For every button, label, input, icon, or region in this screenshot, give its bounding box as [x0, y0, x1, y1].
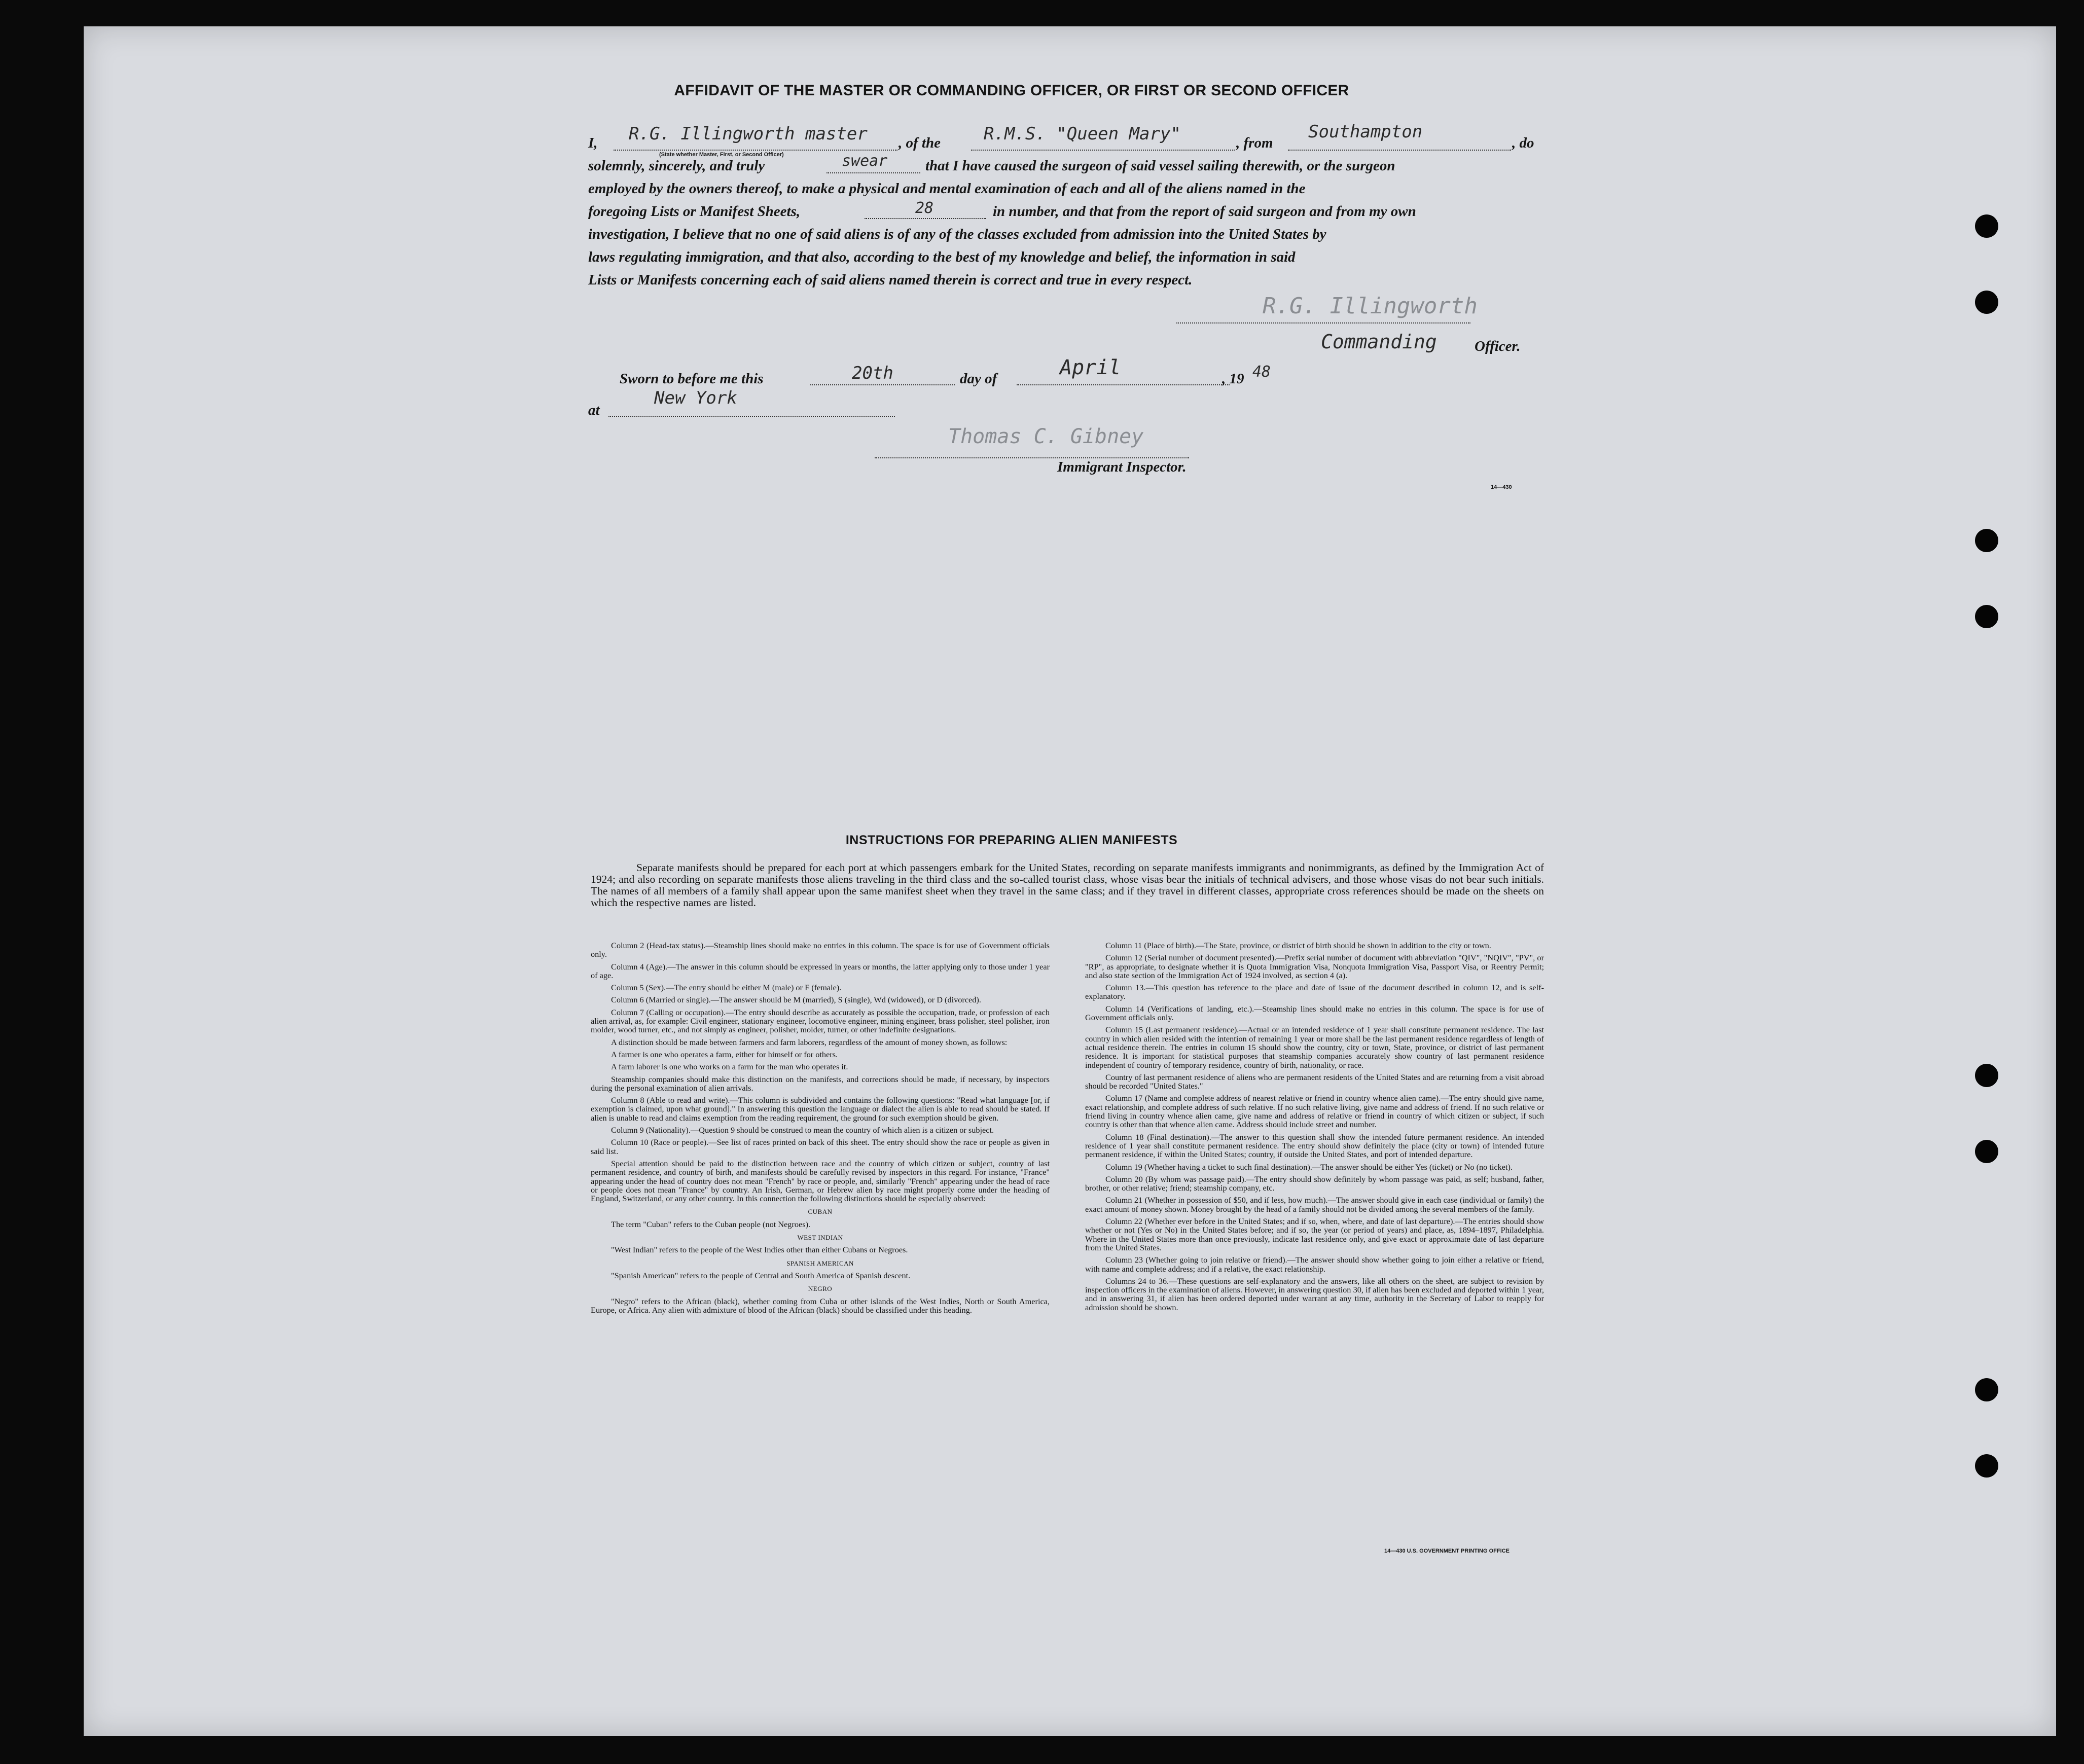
column-21-instruction: Column 21 (Whether in possession of $50, and if less, how much).—The answer should give in each case (individual or family) the exact amount of money shown. Money brought by the head of a family should not be divided among the several members of the family.	[1085, 1195, 1544, 1214]
binder-hole	[1975, 1140, 1998, 1163]
affidavit-from: , from	[1236, 135, 1273, 151]
officer-signature: R.G. Illingworth	[1263, 293, 1478, 319]
signature-line	[875, 457, 1189, 458]
signature-line	[1176, 322, 1470, 323]
columns-24-36-instruction: Columns 24 to 36.—These questions are self-explanatory and the answers, like all others on the sheet, are subject to revision by inspection officers in the examination of aliens. However, in answering question 30, if alien has been excluded and deported within 1 year, and in answering 31, if alien has been ordered deported under warrant at any time, authority in the Secretary of Labor to reapply for admission should be shown.	[1085, 1276, 1544, 1312]
inspector-label: Immigrant Inspector.	[1057, 459, 1187, 475]
column-10-special: Special attention should be paid to the distinction between race and the country of which citizen or subject, country of last permanent residence, and country of birth, and manifests should be carefully revised by inspectors in this regard. For instance, "France" appearing under the head of country does not mean "French" by race or people, and, similarly "French" appearing under the head of race or people does not mean "France" by country. An Irish, German, or Hebrew alien by race might properly come under the heading of England, Switzerland, or any other country. In this connection the following distinctions should be especially observed:	[591, 1158, 1050, 1204]
affidavit-line4-pre: foregoing Lists or Manifest Sheets,	[588, 203, 801, 220]
sworn-day: 20th	[852, 363, 893, 383]
sworn-year: 48	[1252, 363, 1271, 381]
negro-definition: "Negro" refers to the African (black), whether coming from Cuba or other islands of the West Indies, North or South America, Europe, or Africa. Any alien with admixture of blood of the African (black) should be classified under this heading.	[591, 1296, 1050, 1315]
column-2-instruction: Column 2 (Head-tax status).—Steamship lines should make no entries in this column. The space is for use of Government officials only.	[591, 941, 1050, 959]
officer-name: R.G. Illingworth master	[629, 124, 868, 144]
column-13-instruction: Column 13.—This question has reference to the place and date of issue of the document described in column 12, and is self-explanatory.	[1085, 983, 1544, 1001]
fill-line	[608, 416, 895, 417]
departure-port: Southampton	[1308, 122, 1423, 142]
west-indian-definition: "West Indian" refers to the people of the West Indies other than either Cubans or Negroes.	[611, 1245, 908, 1255]
fill-line	[827, 172, 920, 173]
fill-line	[1017, 384, 1230, 385]
column-5-instruction: Column 5 (Sex).—The entry should be either M (male) or F (female).	[611, 983, 842, 993]
farm-laborer-definition: A farm laborer is one who works on a farm for the man who operates it.	[611, 1062, 848, 1072]
column-17-instruction: Column 17 (Name and complete address of nearest relative or friend in country whence alien came).—The entry should give name, exact relationship, and complete address of such relative. If no such relative living, give name and address of friend. If no such relative or friend living in country whence alien came, give name and address of relative or friend in country of which citizen or subject, if such country is other than that whence alien came. Address should include street and number.	[1085, 1093, 1544, 1130]
sworn-at: at	[588, 402, 600, 418]
inspector-signature: Thomas C. Gibney	[948, 425, 1144, 448]
sworn-day-of: day of	[960, 371, 997, 387]
instructions-title: INSTRUCTIONS FOR PREPARING ALIEN MANIFESTS	[845, 833, 1178, 847]
spanish-american-definition: "Spanish American" refers to the people of Central and South America of Spanish descent.	[611, 1270, 911, 1280]
column-15-instruction: Column 15 (Last permanent residence).—Actual or an intended residence of 1 year shall constitute permanent residence. The last country in which alien resided with the intention of remaining 1 year or more shall be the last permanent residence regardless of length of actual residence therein. The entries in column 15 should show the country, city or town, State, province, or district of last permanent residence. It is important for statistical purposes that steamship companies accurately show country of last permanent residence independent of country of temporary residence, country of birth, nationality, or race.	[1085, 1025, 1544, 1070]
column-7-instruction: Column 7 (Calling or occupation).—The entry should describe as accurately as possible the occupation, trade, or profession of each alien arrival, as, for example: Civil engineer, stationary engineer, locomotive engineer, mining engineer, brass polisher, steel polisher, iron molder, wood turner, etc., and not simply as engineer, polisher, molder, turner, or other indefinite designations.	[591, 1007, 1050, 1035]
affidavit-line5: investigation, I believe that no one of said aliens is of any of the classes excluded from admission into the United States by	[588, 226, 1326, 242]
oath-word: swear	[842, 152, 888, 170]
binder-hole	[1975, 214, 1998, 238]
affidavit-line2-post: that I have caused the surgeon of said vessel sailing therewith, or the surgeon	[925, 158, 1395, 174]
affidavit-i: I,	[588, 135, 598, 151]
heading-west-indian: WEST INDIAN	[797, 1234, 843, 1242]
affidavit-of-the: , of the	[899, 135, 941, 151]
affidavit-line4-post: in number, and that from the report of said surgeon and from my own	[993, 203, 1416, 220]
sworn-pre: Sworn to before me this	[620, 371, 764, 387]
fill-line	[1288, 150, 1511, 151]
fill-line	[614, 150, 897, 151]
heading-cuban: CUBAN	[808, 1208, 833, 1216]
fill-line	[971, 150, 1235, 151]
column-22-instruction: Column 22 (Whether ever before in the United States; and if so, when, where, and date of last departure).—The entries should show whether or not (Yes or No) in the United States before; and if so, the year (or period of years) and place, as, 1894–1897, Philadelphia. Where in the United States more than once previously, indicate last residence only, and give exact or approximate date of last departure from the United States.	[1085, 1216, 1544, 1252]
sworn-place: New York	[654, 388, 737, 408]
column-23-instruction: Column 23 (Whether going to join relative or friend).—The answer should show whether going to join either a relative or friend, with name and complete address; and if a relative, the exact relationship.	[1085, 1255, 1544, 1274]
affidavit-solemnly: solemnly, sincerely, and truly	[588, 158, 765, 174]
column-10-instruction: Column 10 (Race or people).—See list of races printed on back of this sheet. The entry should show the race or people as given in said list.	[591, 1137, 1050, 1156]
column-15-residents: Country of last permanent residence of aliens who are permanent residents of the United States and are returning from a visit abroad should be recorded "United States."	[1085, 1072, 1544, 1091]
instructions-left-column	[591, 941, 1050, 1318]
column-20-instruction: Column 20 (By whom was passage paid).—The entry should show definitely by whom passage was paid, as self; husband, father, brother, or other relative; friend; steamship company, etc.	[1085, 1174, 1544, 1193]
sheet-count: 28	[915, 199, 934, 217]
column-9-instruction: Column 9 (Nationality).—Question 9 should be construed to mean the country of which alien is a citizen or subject.	[611, 1125, 994, 1135]
vessel-name: R.M.S. "Queen Mary"	[984, 124, 1181, 144]
binder-hole	[1975, 529, 1998, 552]
sworn-month: April	[1060, 356, 1121, 379]
column-11-instruction: Column 11 (Place of birth).—The State, province, or district of birth should be shown in addition to the city or town.	[1105, 941, 1491, 950]
heading-spanish-american: SPANISH AMERICAN	[786, 1259, 854, 1267]
affidavit-line3: employed by the owners thereof, to make a physical and mental examination of each and all of the aliens named in the	[588, 181, 1306, 197]
form-code: 14—430	[1491, 484, 1512, 490]
sworn-year-prefix: , 19	[1222, 371, 1244, 387]
column-4-instruction: Column 4 (Age).—The answer in this column should be expressed in years or months, the latter applying only to those under 1 year of age.	[591, 961, 1050, 980]
column-7-corrections: Steamship companies should make this distinction on the manifests, and corrections should be made, if necessary, by inspectors during the personal examination of alien arrivals.	[591, 1074, 1050, 1093]
heading-negro: NEGRO	[808, 1285, 833, 1293]
column-12-instruction: Column 12 (Serial number of document presented).—Prefix serial number of document with abbreviation "QIV", "NQIV", "PV", or "RP", as appropriate, to designate whether it is Quota Immigration Visa, Nonquota Immigration Visa, Passport Visa, or Reentry Permit; and also state section of the Immigration Act of 1924 involved, as section 4 (a).	[1085, 953, 1544, 980]
affidavit-line7: Lists or Manifests concerning each of said aliens named therein is correct and true in every respect.	[588, 272, 1193, 288]
state-note: (State whether Master, First, or Second Officer)	[659, 152, 784, 158]
fill-line	[865, 218, 986, 219]
binder-hole	[1975, 1064, 1998, 1087]
column-14-instruction: Column 14 (Verifications of landing, etc.).—Steamship lines should make no entries in this column. The space is for use of Government officials only.	[1085, 1003, 1544, 1023]
binder-hole	[1975, 291, 1998, 314]
column-18-instruction: Column 18 (Final destination).—The answer to this question shall show the intended future permanent residence. An intended residence of 1 year shall constitute permanent residence. The entry should show definitely the place (city or town) of intended future permanent residence, if within the United States; country, if outside the United States, and port of intended departure.	[1085, 1132, 1544, 1160]
column-7-distinction: A distinction should be made between farmers and farm laborers, regardless of the amount of money shown, as follows:	[611, 1037, 1008, 1047]
cuban-definition: The term "Cuban" refers to the Cuban people (not Negroes).	[611, 1219, 811, 1229]
fill-line	[810, 384, 955, 385]
affidavit-line6: laws regulating immigration, and that also, according to the best of my knowledge and belief, the information in said	[588, 249, 1296, 265]
binder-hole	[1975, 1378, 1998, 1401]
farmer-definition: A farmer is one who operates a farm, either for himself or for others.	[611, 1049, 838, 1059]
instructions-intro: Separate manifests should be prepared for each port at which passengers embark for the United States, recording on separate manifests immigrants and nonimmigrants, as defined by the Immigration Act of 1924; and also recording on separate manifests those aliens traveling in the third class and the so-called tourist class, whose visas bear the initials of technical advisers, and those whose visas do not bear such initials. The names of all members of a family shall appear upon the same manifest sheet when they travel in the same class; and if they travel in different classes, appropriate cross references should be made on the sheets on which the respective names are listed.	[591, 861, 1544, 909]
column-6-instruction: Column 6 (Married or single).—The answer should be M (married), S (single), Wd (widowed), or D (divorced).	[611, 995, 981, 1005]
binder-hole	[1975, 605, 1998, 628]
affidavit-do: , do	[1512, 135, 1534, 151]
affidavit-title: AFFIDAVIT OF THE MASTER OR COMMANDING OFFICER, OR FIRST OR SECOND OFFICER	[674, 82, 1349, 99]
column-8-instruction: Column 8 (Able to read and write).—This column is subdivided and contains the following questions: "Read what language [or, if exemption is claimed, upon what ground]." In answering this question the language or dialect the alien is able to read should be stated. If alien is unable to read and claims exemption from the reading requirement, the ground for such exemption should be given.	[591, 1095, 1050, 1123]
printer-imprint: 14—430 U.S. GOVERNMENT PRINTING OFFICE	[1384, 1548, 1510, 1554]
column-19-instruction: Column 19 (Whether having a ticket to such final destination).—The answer should be either Yes (ticket) or No (no ticket).	[1105, 1162, 1513, 1172]
binder-hole	[1975, 1454, 1998, 1478]
officer-rank: Commanding	[1321, 331, 1437, 353]
instructions-right-column	[1085, 941, 1544, 1315]
officer-suffix: Officer.	[1475, 338, 1521, 354]
